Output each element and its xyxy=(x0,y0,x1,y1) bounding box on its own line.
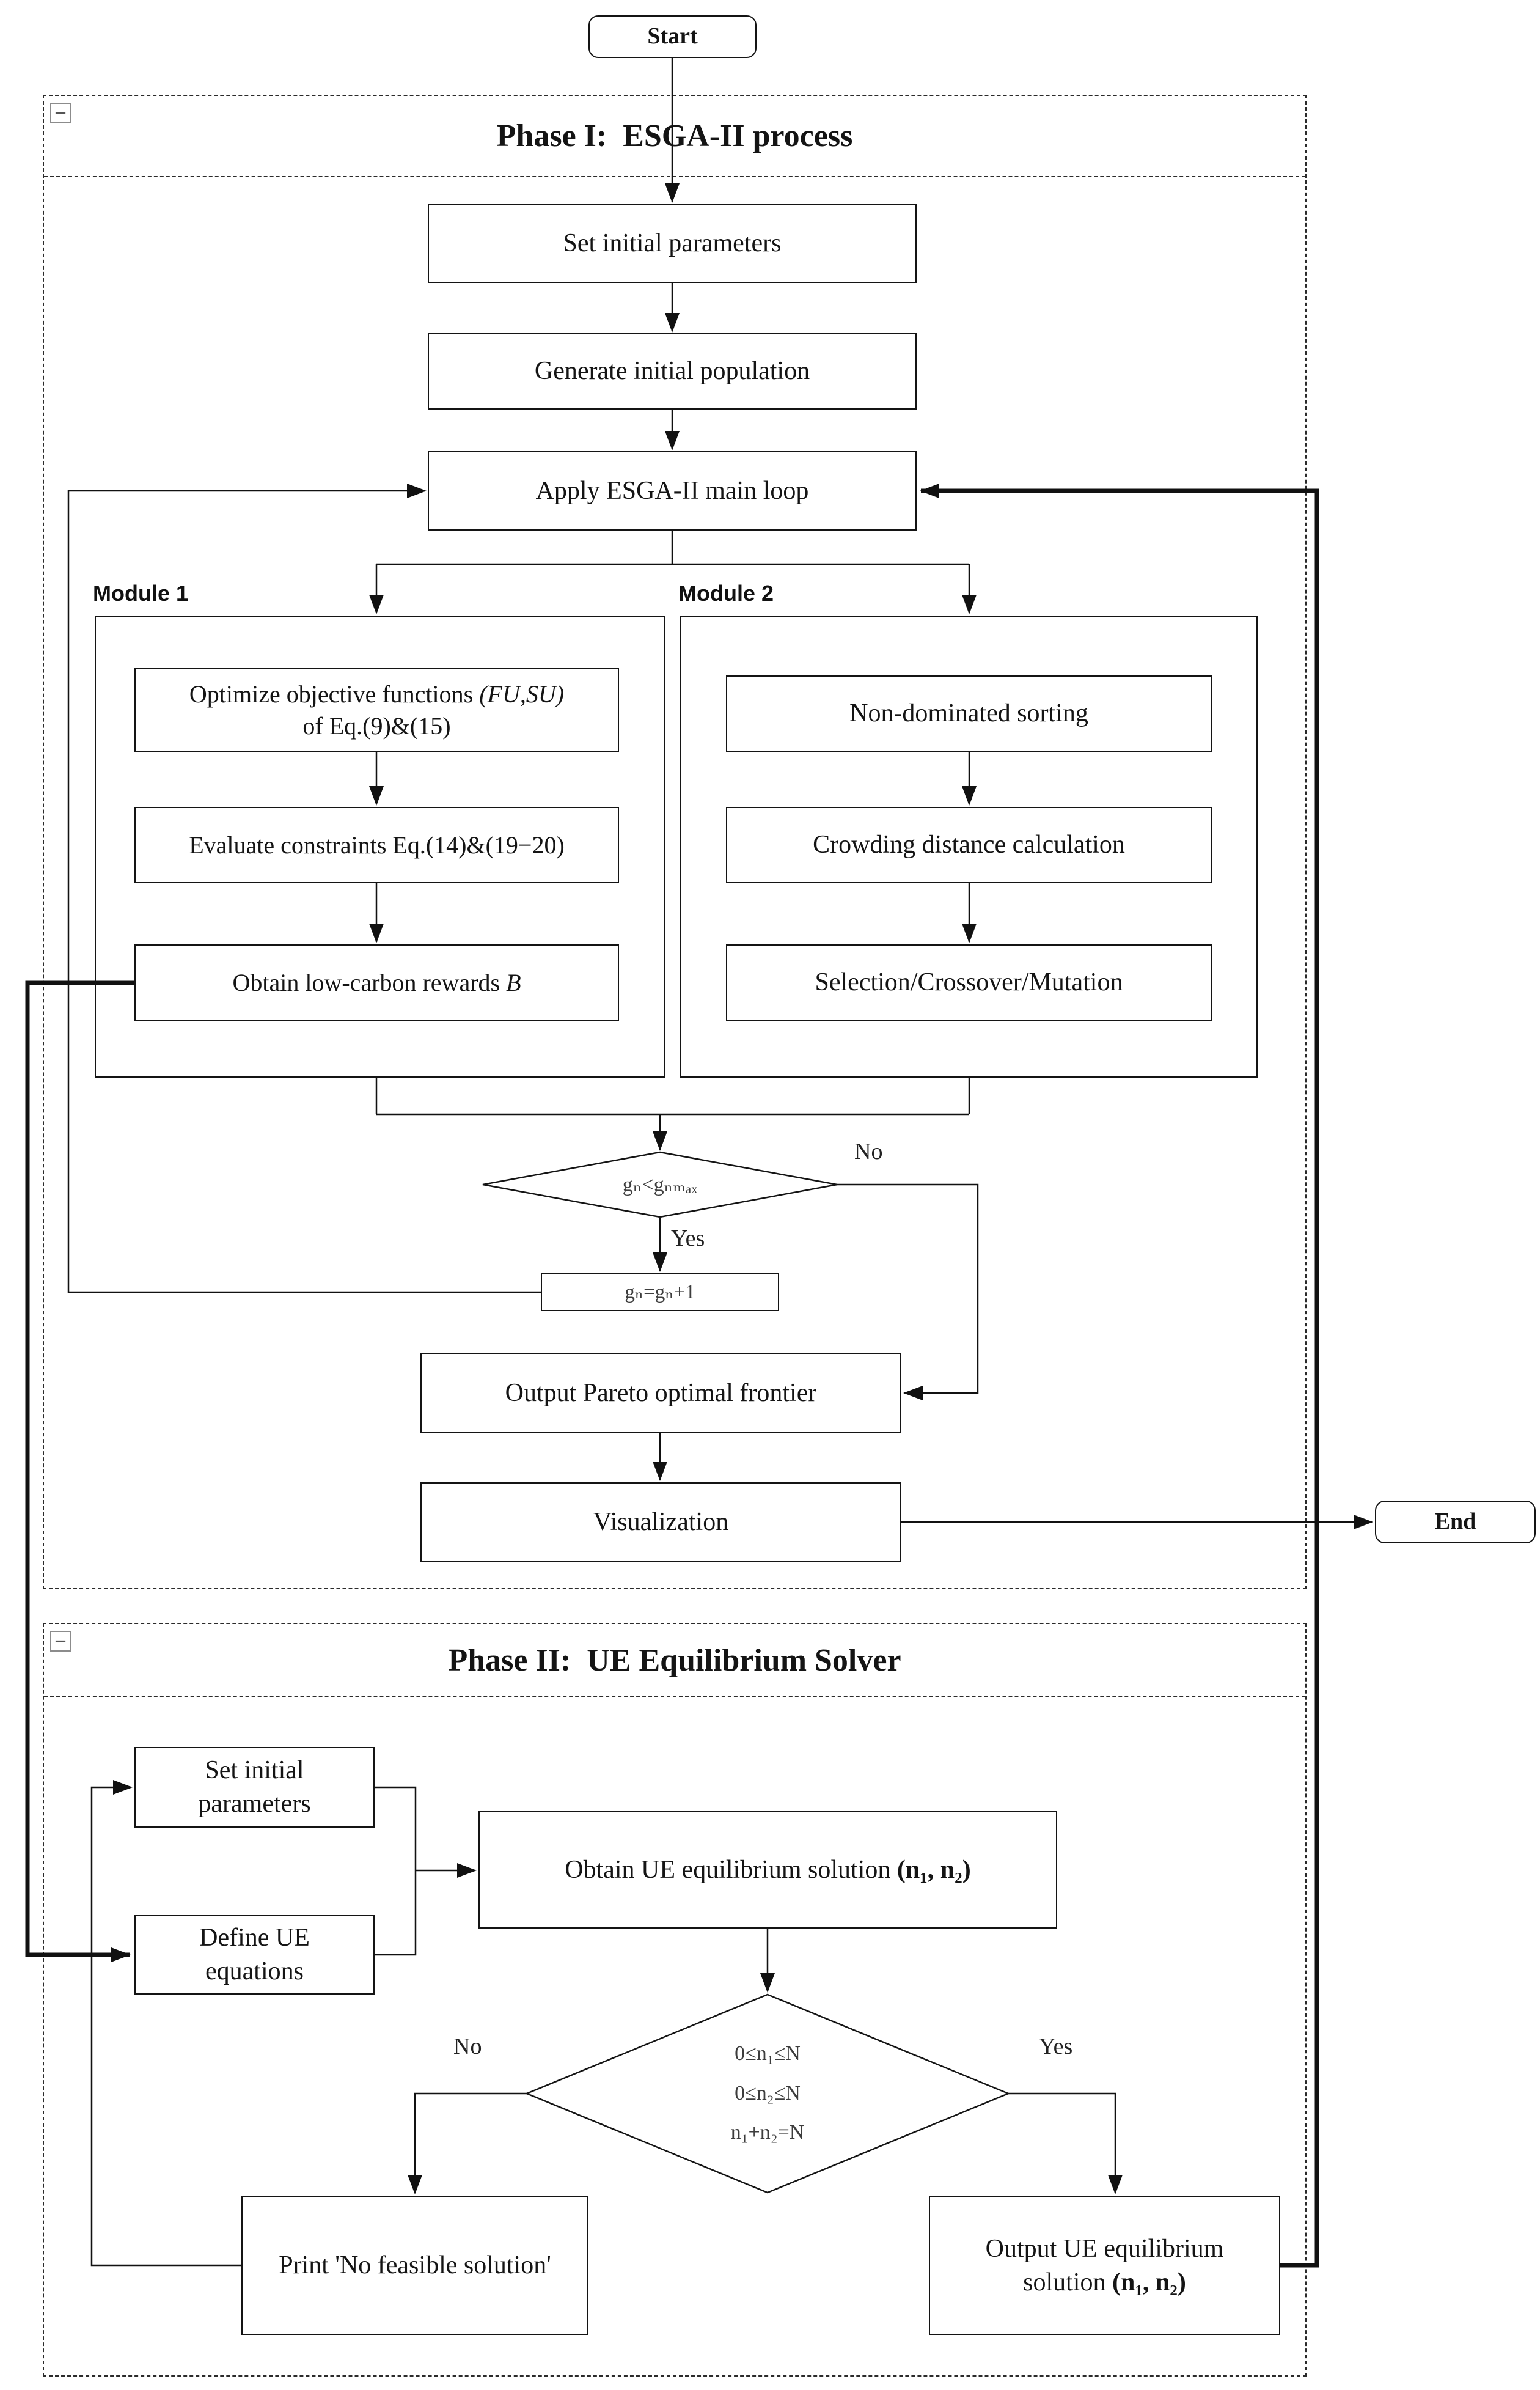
output-ue-line2-bold: (n₁, n₂) xyxy=(1112,2268,1186,2296)
c-p2-inputs-join xyxy=(375,1787,416,1955)
decision2-line2: 0≤n₂≤N xyxy=(735,2081,801,2105)
optimize-text: Optimize objective functions xyxy=(189,680,480,708)
node-obtain-low-carbon-rewards xyxy=(134,944,619,1021)
obtain-ue-text: Obtain UE equilibrium solution xyxy=(565,1855,897,1884)
c-decision2-no-path xyxy=(415,2094,527,2193)
decision2-yes-label: Yes xyxy=(1039,2034,1073,2059)
node-output-pareto-frontier: Output Pareto optimal frontier xyxy=(420,1353,901,1433)
decision1-condition: gₙ<gₙₘₐₓ xyxy=(622,1174,698,1196)
node-set-initial-parameters: Set initial parameters xyxy=(428,204,917,283)
decision2-conditions xyxy=(584,2008,951,2179)
rewards-italic-b: B xyxy=(506,968,521,996)
module2-label: Module 2 xyxy=(678,581,774,606)
end-node: End xyxy=(1375,1501,1536,1543)
p2-set-params-line1: Set initial xyxy=(205,1756,304,1785)
obtain-ue-bold-n1-n2: (n₁, n₂) xyxy=(897,1855,971,1884)
optimize-line2: of Eq.(9)&(15) xyxy=(302,711,451,740)
node-selection-crossover-mutation: Selection/Crossover/Mutation xyxy=(726,944,1212,1021)
node-non-dominated-sorting: Non-dominated sorting xyxy=(726,675,1212,752)
start-node: Start xyxy=(588,15,757,58)
node-evaluate-constraints: Evaluate constraints Eq.(14)&(19−20) xyxy=(134,807,619,883)
rewards-text: Obtain low-carbon rewards xyxy=(232,968,507,996)
output-ue-line2-text: solution xyxy=(1023,2268,1112,2296)
c-thick-rewards-to-defineue xyxy=(28,983,134,1955)
module1-label: Module 1 xyxy=(93,581,189,606)
phase1-title: Phase I: ESGA-II process xyxy=(44,96,1305,177)
node-generate-initial-population: Generate initial population xyxy=(428,333,917,410)
node-print-no-feasible-solution: Print 'No feasible solution' xyxy=(241,2196,588,2335)
define-ue-line1: Define UE xyxy=(199,1924,310,1952)
c-decision2-yes-path xyxy=(1008,2094,1115,2193)
phase1-collapse-icon[interactable]: − xyxy=(50,103,71,123)
optimize-italic-fu-su: (FU,SU) xyxy=(479,680,565,708)
node-crowding-distance: Crowding distance calculation xyxy=(726,807,1212,883)
output-ue-line1: Output UE equilibrium xyxy=(985,2234,1224,2263)
decision2-no-label: No xyxy=(453,2034,482,2059)
node-apply-esga2-main-loop: Apply ESGA-II main loop xyxy=(428,451,917,531)
node-optimize-objectives xyxy=(134,668,619,752)
p2-set-params-line2: parameters xyxy=(198,1790,311,1818)
phase2-collapse-icon[interactable]: − xyxy=(50,1631,71,1652)
node-generation-counter: gₙ=gₙ+1 xyxy=(541,1273,779,1311)
node-obtain-ue-solution xyxy=(479,1811,1057,1929)
define-ue-line2: equations xyxy=(205,1957,304,1985)
phase2-title: Phase II: UE Equilibrium Solver xyxy=(44,1624,1305,1697)
node-define-ue-equations xyxy=(134,1915,375,1995)
decision2-line3: n₁+n₂=N xyxy=(730,2121,805,2144)
node-output-ue-solution xyxy=(929,2196,1280,2335)
decision2-line1: 0≤n₁≤N xyxy=(735,2042,801,2065)
node-p2-set-initial-parameters xyxy=(134,1747,375,1828)
node-visualization: Visualization xyxy=(420,1482,901,1562)
decision1-no-label: No xyxy=(854,1139,883,1164)
c-print-loop-to-setparams xyxy=(92,1787,241,2265)
decision1-yes-label: Yes xyxy=(671,1226,705,1251)
